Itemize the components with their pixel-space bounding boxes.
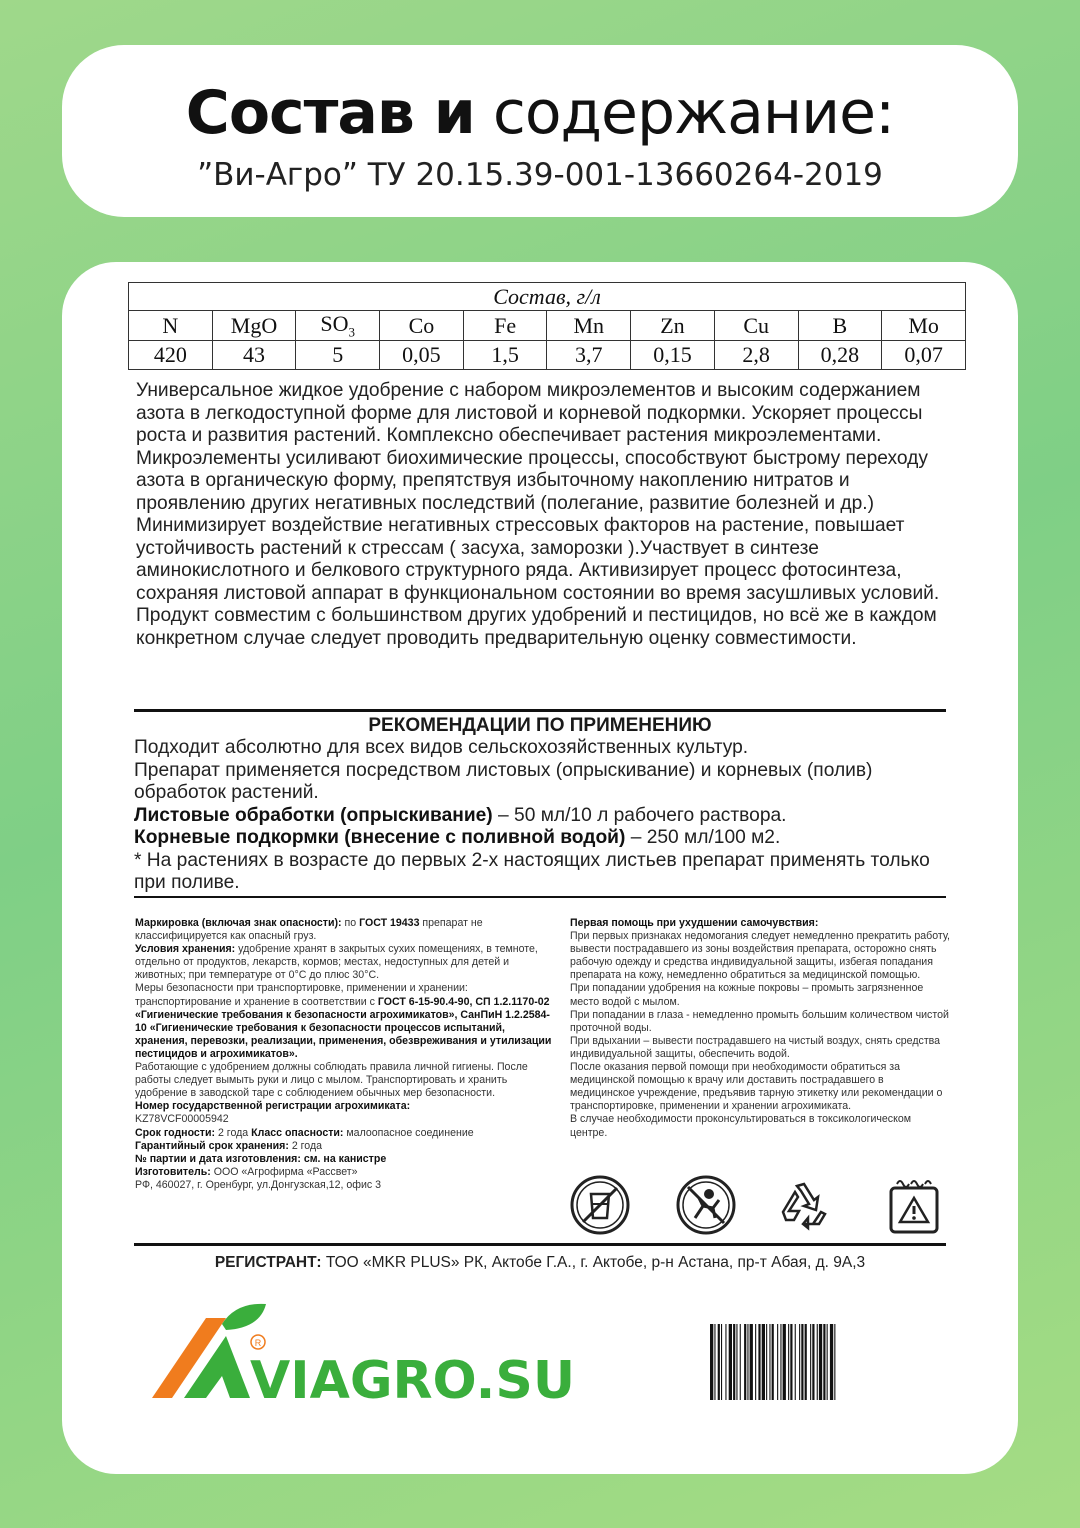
first-aid-text: В случае необходимости проконсультироваться в токсикологическом центре. (570, 1113, 912, 1139)
product-spec-subtitle: ”Ви-Агро” ТУ 20.15.39-001-13660264-2019 (197, 157, 883, 193)
rec-line: Подходит абсолютно для всех видов сельскохозяйственных культур. (134, 737, 749, 758)
divider (134, 896, 946, 898)
shelf-life: Срок годности: 2 года Класс опасности: малоопасное соединение (135, 1126, 474, 1139)
no-food-container-icon (569, 1174, 631, 1236)
registration-number: KZ78VCF00005942 (135, 1113, 229, 1126)
element-value: 0,05 (380, 341, 464, 370)
title-bold: Состав и (185, 78, 475, 148)
composition-caption: Состав, г/л (129, 283, 966, 311)
storage-safety-info (135, 917, 557, 1192)
first-aid-text: При вдыхании – вывести пострадавшего на чистый воздух, снять средства индивидуальной защиты, обеспечить водой. (570, 1034, 941, 1060)
element-name: MgO (212, 311, 296, 341)
element-value: 420 (129, 341, 213, 370)
warranty: Гарантийный срок хранения: 2 года (135, 1139, 323, 1152)
element-value: 3,7 (547, 341, 631, 370)
composition-header-row (129, 311, 966, 341)
manufacturer: Изготовитель: ООО «Агрофирма «Рассвет» (135, 1165, 358, 1178)
element-name: Cu (714, 311, 798, 341)
marking: Маркировка (включая знак опасности): по ГОСТ 19433 препарат не классифицируется как опасный груз. (135, 917, 483, 943)
first-aid-text: При попадании удобрения на кожные покровы – промыть загрязненное место водой с мылом. (570, 982, 924, 1008)
label-card (62, 262, 1018, 1474)
recommendations-title: РЕКОМЕНДАЦИИ ПО ПРИМЕНЕНИЮ (368, 715, 712, 736)
element-value: 43 (212, 341, 296, 370)
rec-line: Препарат применяется посредством листовых (опрыскивание) и корневых (полив) обработок растений. (134, 759, 873, 803)
warning-icons (567, 1174, 947, 1238)
rec-note: * На растениях в возрасте до первых 2-х настоящих листьев препарат применять только при поливе. (134, 849, 930, 893)
viagro-logo (150, 1302, 590, 1412)
logo-text: VIAGRO.SU (250, 1351, 576, 1411)
recycle-icon (773, 1174, 835, 1236)
registration: Номер государственной регистрации агрохимиката: (135, 1100, 411, 1113)
safety-measures: Меры безопасности при транспортировке, применении и хранении: транспортирование и хранение в соответствии с ГОСТ 6-15-90.4-90, СП 1.2.1170-02 «Гигиенические требования к безопасности агрохимикатов», СанПиН 1.2.2584-10 «Гигиенические требования к безопасности процессов испытаний, хранения, перевозки, реализации, применения, обезвреживания и утилизации пестицидов и агрохимикатов». (135, 982, 552, 1060)
first-aid-info (570, 917, 950, 1140)
element-name: Fe (463, 311, 547, 341)
composition-table (128, 282, 966, 370)
element-value: 0,07 (882, 341, 966, 370)
first-aid-text: При первых признаках недомогания следует немедленно прекратить работу, вывести пострадавшего из зоны воздействия препарата, осторожно снять рабочую одежду и средства индивидуальной защиты, избегая попадания препарата на кожу, немедленно обратиться за медицинской помощью. (570, 930, 950, 982)
title-card (62, 45, 1018, 217)
composition-value-row (129, 341, 966, 370)
rec-foliar: Листовые обработки (опрыскивание) – 50 мл/10 л рабочего раствора. (134, 804, 787, 826)
element-name: Mo (882, 311, 966, 341)
registered-mark: R (254, 1338, 262, 1348)
first-aid-text: При попадании в глаза - немедленно промыть большим количеством чистой проточной воды. (570, 1008, 949, 1034)
hazard-warning-icon (883, 1174, 945, 1236)
title-regular: содержание: (492, 78, 895, 148)
manufacturer-address: РФ, 460027, г. Оренбург, ул.Донгузская,12, офис 3 (135, 1178, 382, 1191)
element-name: N (129, 311, 213, 341)
registrant-line: РЕГИСТРАНТ: ТОО «MKR PLUS» РК, Актобе Г.А., г. Актобе, р-н Астана, пр-т Абая, д. 9А,3 (214, 1254, 866, 1271)
product-description: Универсальное жидкое удобрение с набором микроэлементов и высоким содержанием азота в легкодоступной форме для листовой и корневой подкормки. Ускоряет процессы роста и развития растений. Комплексно обеспечивает растения микроэлементами. Микроэлементы усиливают биохимические процессы, способствуют быстрому переходу азота в органическую форму, препятствуя избыточному накоплению нитратов и проявлению других негативных последствий (полегание, развитие болезней и др.) Минимизирует воздействие негативных стрессовых факторов на растение, повышает устойчивость растений к стрессам ( засуха, заморозки ).Участвует в синтезе аминокислотного и белкового структурного ряда. Активизирует процесс фотосинтеза, сохраняя листовой аппарат в функциональном состоянии во время засушливых условий. Продукт совместим с большинством других удобрений и пестицидов, но всё же в каждом конкретном случае следует проводить предварительную оценку совместимости. (136, 380, 940, 649)
recommendations-body (134, 737, 958, 895)
element-value: 2,8 (714, 341, 798, 370)
element-name: Zn (631, 311, 715, 341)
element-value: 0,15 (631, 341, 715, 370)
element-name: Mn (547, 311, 631, 341)
element-name: $SO_3$ (296, 311, 380, 341)
page-title (62, 77, 1018, 149)
element-value: 0,28 (798, 341, 882, 370)
first-aid-text: После оказания первой помощи при необходимости обратиться за медицинской помощью к врачу или доставить пострадавшего в медицинское учреждение, предъявив тарную этикетку или рекомендации о транспортировке, применении и хранении агрохимиката. (570, 1061, 943, 1113)
element-value: 1,5 (463, 341, 547, 370)
divider (134, 709, 946, 712)
keep-away-from-children-icon (675, 1174, 737, 1236)
first-aid-title: Первая помощь при ухудшении самочувствия: (570, 917, 819, 929)
barcode (710, 1324, 946, 1400)
element-name: Co (380, 311, 464, 341)
element-value: 5 (296, 341, 380, 370)
rec-root: Корневые подкормки (внесение с поливной водой) – 250 мл/100 м2. (134, 827, 781, 848)
divider (134, 1243, 946, 1246)
element-name: B (798, 311, 882, 341)
element-subscript: 3 (348, 324, 356, 340)
hygiene: Работающие с удобрением должны соблюдать правила личной гигиены. После работы следует вымыть руки и лицо с мылом. Транспортировать и хранить удобрение в заводской таре с соблюдением обычных мер безопасности. (135, 1061, 528, 1100)
batch: № партии и дата изготовления: см. на канистре (135, 1152, 387, 1165)
storage-conditions: Условия хранения: удобрение хранят в закрытых сухих помещениях, в темноте, отдельно от продуктов, лекарств, кормов; местах, недоступных для детей и животных; при температуре от 0°С до плюс 30°С. (135, 943, 538, 982)
